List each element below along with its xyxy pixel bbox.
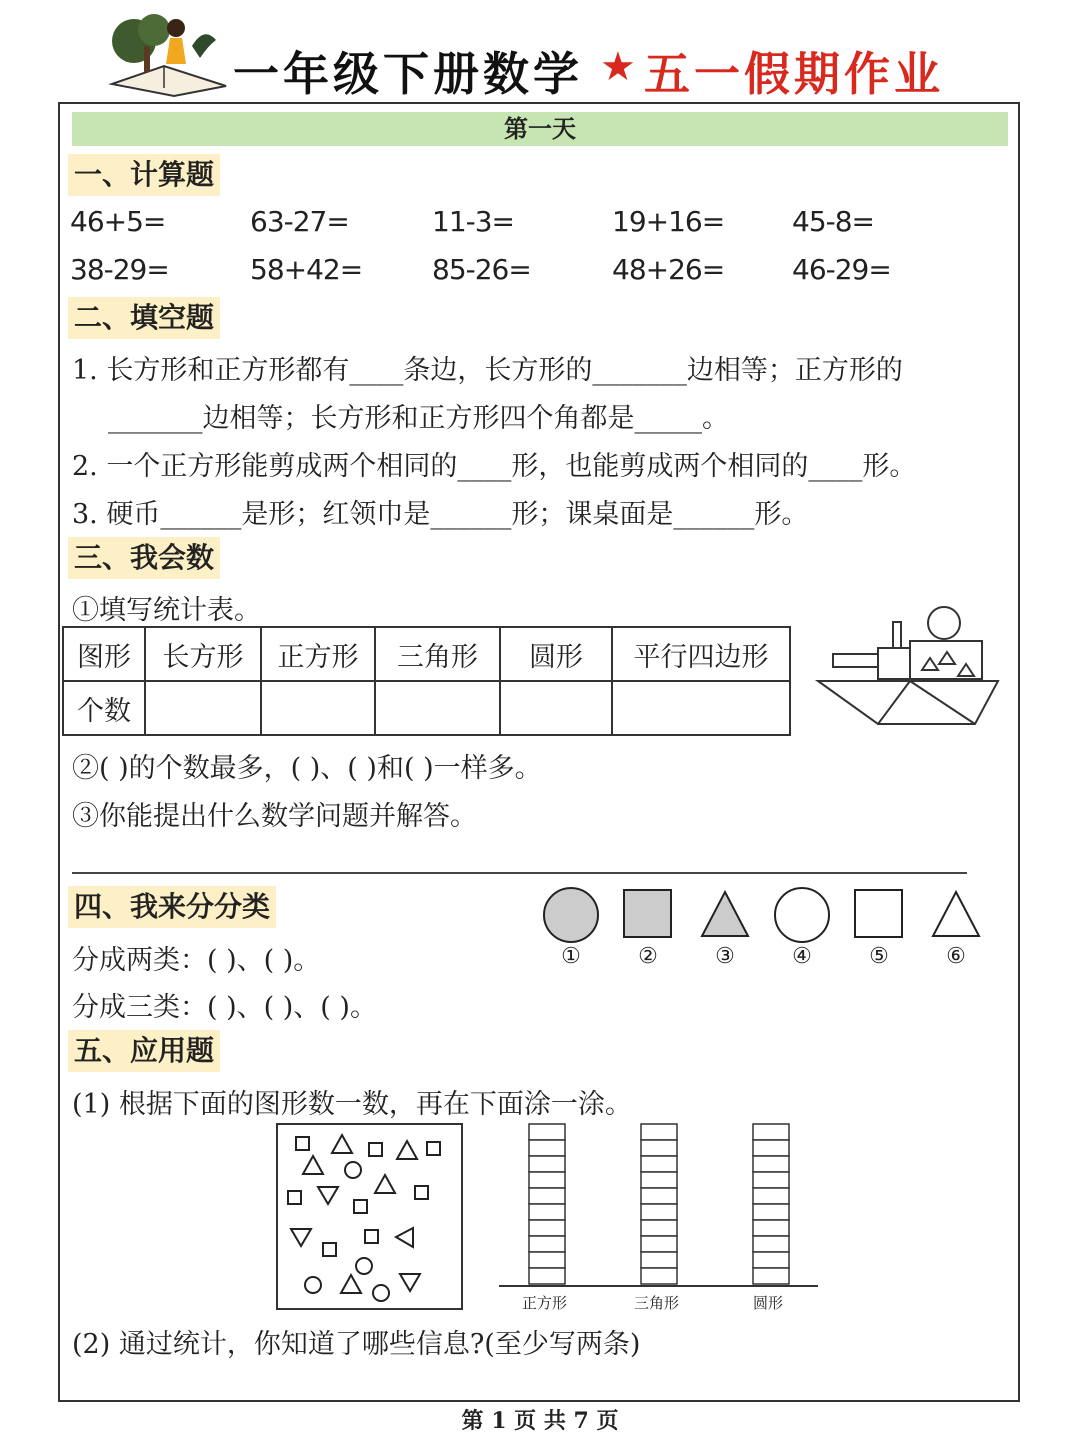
table-header-cell: 平行四边形 [612,627,790,681]
shape-number-3: ③ [715,944,735,969]
calc-problem: 38-29= [70,253,169,286]
bar-label-circle: 圆形 [753,1294,784,1312]
coloring-cell[interactable] [641,1220,677,1236]
coloring-cell[interactable] [753,1204,789,1220]
count-question-1: ①填写统计表。 [72,595,261,626]
day-banner: 第一天 [72,112,1008,146]
table-answer-cell[interactable] [145,681,261,735]
table-header-cell: 长方形 [145,627,261,681]
statistics-table [62,626,791,736]
coloring-cell[interactable] [753,1188,789,1204]
calc-problem: 19+16= [612,205,725,238]
gray-triangle-shape [702,892,748,936]
coloring-cell[interactable] [529,1236,565,1252]
boat-circle [928,607,960,639]
section-heading-3: 三、我会数 [68,537,220,579]
boat-chimney [893,622,901,648]
boat-shape-figure [815,604,1005,729]
table-header-cell: 图形 [63,627,145,681]
coloring-cell[interactable] [753,1236,789,1252]
coloring-cell[interactable] [753,1220,789,1236]
gray-circle-shape [544,888,598,942]
boat-hull [818,681,998,724]
fill-question-1b: _______边相等；长方形和正方形四个角都是_____。 [108,403,729,434]
coloring-cell[interactable] [753,1172,789,1188]
shape-number-5: ⑤ [869,944,889,969]
calc-problem: 46-29= [792,253,891,286]
star-icon: ★ [600,44,636,90]
page-subtitle: 五一假期作业 [644,47,944,101]
table-row [63,681,790,735]
bar-label-square: 正方形 [522,1294,568,1312]
white-square-shape [855,890,902,937]
table-answer-cell[interactable] [261,681,375,735]
white-triangle-shape [933,892,979,936]
section-heading-2: 二、填空题 [68,297,220,339]
section-heading-1: 一、计算题 [68,154,220,196]
mixed-shapes-box [276,1123,464,1311]
classify-shapes [535,882,995,947]
coloring-cell[interactable] [641,1204,677,1220]
coloring-cell[interactable] [753,1140,789,1156]
table-header-cell: 三角形 [375,627,500,681]
section-heading-4: 四、我来分分类 [68,886,276,928]
table-header-cell: 正方形 [261,627,375,681]
coloring-cell[interactable] [529,1188,565,1204]
coloring-cell[interactable] [641,1268,677,1284]
calc-problem: 58+42= [250,253,363,286]
coloring-cell[interactable] [529,1252,565,1268]
shape-number-2: ② [638,944,658,969]
coloring-cell[interactable] [529,1204,565,1220]
table-answer-cell[interactable] [375,681,500,735]
calc-problem: 63-27= [250,205,349,238]
fill-question-1a: 1. 长方形和正方形都有____条边，长方形的_______边相等；正方形的 [72,355,903,386]
boat-square [878,648,910,679]
calc-problem: 11-3= [432,205,515,238]
classify-three: 分成三类：( )、( )、( )。 [72,992,377,1023]
title-area [0,0,1080,100]
shape-number-1: ① [561,944,581,969]
coloring-cell[interactable] [529,1172,565,1188]
reading-girl-illustration-icon [104,6,234,98]
coloring-cell[interactable] [641,1236,677,1252]
answer-line[interactable] [72,872,967,874]
table-answer-cell[interactable] [612,681,790,735]
coloring-cell[interactable] [641,1124,677,1140]
boat-triangle [958,664,974,676]
coloring-cell[interactable] [529,1268,565,1284]
application-question-2: (2) 通过统计，你知道了哪些信息?(至少写两条) [72,1329,641,1360]
shape-number-4: ④ [792,944,812,969]
coloring-cell[interactable] [753,1252,789,1268]
coloring-cell[interactable] [753,1124,789,1140]
boat-cannon-rectangle [833,654,878,667]
coloring-cell[interactable] [753,1156,789,1172]
coloring-cell[interactable] [641,1252,677,1268]
calc-problem: 45-8= [792,205,875,238]
count-question-2: ②( )的个数最多，( )、( )和( )一样多。 [72,753,542,784]
boat-triangle [939,652,955,664]
application-question-1: (1) 根据下面的图形数一数，再在下面涂一涂。 [72,1089,632,1120]
white-circle-shape [775,888,829,942]
calc-problem: 46+5= [70,205,166,238]
calc-problem: 85-26= [432,253,531,286]
coloring-cell[interactable] [529,1124,565,1140]
boat-triangle [922,658,938,670]
calc-problem: 48+26= [612,253,725,286]
section-heading-5: 五、应用题 [68,1030,220,1072]
table-header-cell: 圆形 [500,627,612,681]
fill-question-2: 2. 一个正方形能剪成两个相同的____形，也能剪成两个相同的____形。 [72,451,917,482]
classify-two: 分成两类：( )、( )。 [72,945,321,976]
count-question-3: ③你能提出什么数学问题并解答。 [72,801,477,832]
coloring-cell[interactable] [529,1156,565,1172]
coloring-cell[interactable] [529,1220,565,1236]
table-answer-cell[interactable] [500,681,612,735]
table-row-label: 个数 [63,681,145,735]
coloring-cell[interactable] [641,1172,677,1188]
coloring-cell[interactable] [641,1140,677,1156]
bar-label-triangle: 三角形 [634,1294,680,1312]
coloring-cell[interactable] [641,1156,677,1172]
coloring-cell[interactable] [753,1268,789,1284]
fill-question-3: 3. 硬币______是形；红领巾是______形；课桌面是______形。 [72,499,809,530]
coloring-cell[interactable] [529,1140,565,1156]
coloring-bar-chart [496,1118,821,1314]
page-footer: 第 1 页 共 7 页 [461,1408,619,1434]
coloring-cell[interactable] [641,1188,677,1204]
shape-number-6: ⑥ [946,944,966,969]
gray-square-shape [624,890,671,937]
table-header-row [63,627,790,681]
page-title: 一年级下册数学 [233,47,583,101]
